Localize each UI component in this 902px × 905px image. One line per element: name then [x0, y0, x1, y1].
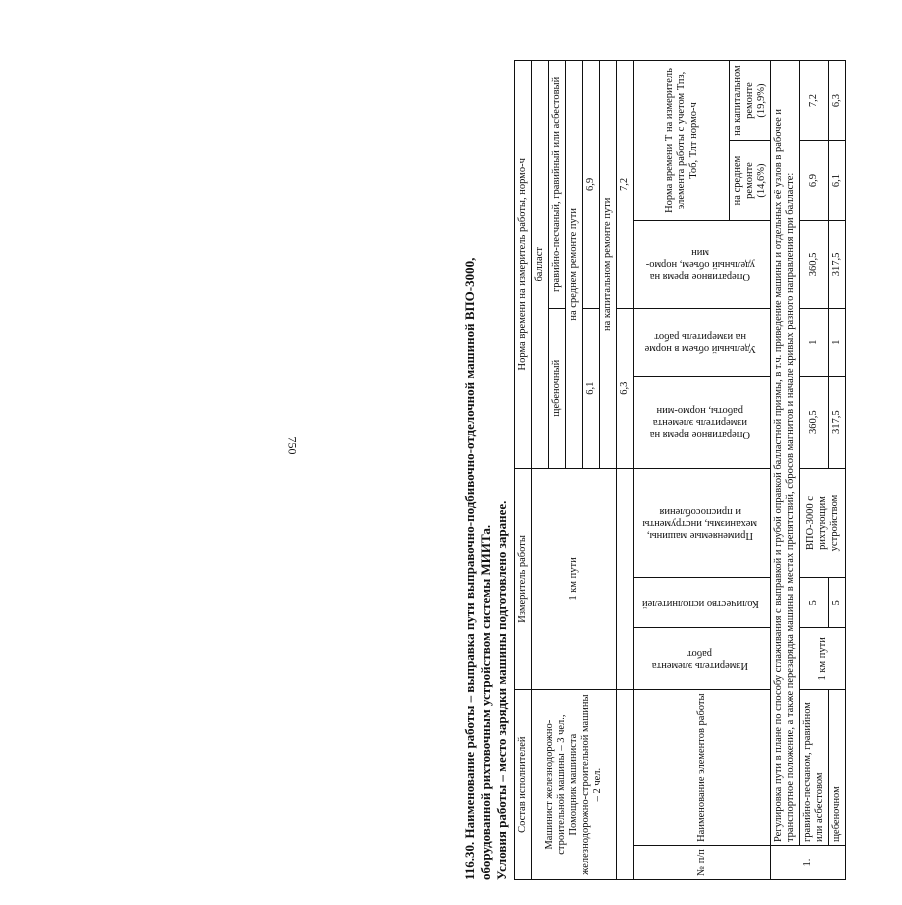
heading-line-2: оборудованной рихтовочным устройством системы МИИТа. — [478, 524, 493, 880]
col-norm-kap: на капитальном ремонте (19,9%) — [730, 61, 771, 141]
row1-sub2-qty: 5 — [829, 578, 846, 628]
crew-cell — [532, 690, 617, 880]
col-num: № п/п — [634, 846, 771, 880]
crew-row-1: Машинист железнодорожно-строительной машины – 3 чел., — [544, 714, 567, 855]
row1-sub2-vol: 1 — [829, 308, 846, 376]
document-heading — [462, 60, 510, 880]
heading-line-1: 116.30. Наименование работы – выправка пути выправочно-подбивочно-отделочной машиной ВПО-3000, — [462, 257, 477, 880]
col-norm-t: Норма времени Т на измеритель элемента работы с учетом Тпз, Тоб, Тлт нормо-ч — [634, 61, 730, 221]
crew-header: Состав исполнителей — [515, 690, 532, 880]
sred-gravel: 6,1 — [583, 308, 600, 468]
col-op-time: Оперативное время на измеритель элемента работы, нормо-мин — [634, 376, 771, 468]
col-rel-volume: Удельный объем в норме на измеритель работ — [634, 308, 771, 376]
rotated-document — [462, 60, 902, 880]
sred-sand: 6,9 — [583, 61, 600, 309]
norm-header: Норма времени на измеритель работы, нормо-ч — [515, 61, 532, 469]
row1-sub1-name: гравийно-песчаном, гравийном или асбестовом — [800, 690, 829, 846]
row1-sub2-op: 317,5 — [829, 376, 846, 468]
kap-sand: 7,2 — [617, 61, 634, 309]
row1-num: 1. — [771, 846, 846, 880]
row1-sub1-op-vol: 360,5 — [800, 220, 829, 308]
row1-sub1-sred: 6,9 — [800, 141, 829, 221]
col-qty: Количество исполнителей — [634, 578, 771, 628]
crew-row-2: Помощник машиниста железнодорожно-строительной машины – 2 чел. — [568, 694, 603, 875]
row1-sub1-kap: 7,2 — [800, 61, 829, 141]
col-name: Наименование элементов работы — [634, 690, 771, 846]
heading-line-3: Условия работы – место зарядки машины подготовлено заранее. — [494, 500, 509, 880]
col-meter: Измеритель элемента работ — [634, 628, 771, 690]
row1-sub1-qty: 5 — [800, 578, 829, 628]
col-sand: гравийно-песчаный, гравийный или асбестовый — [549, 61, 566, 309]
page-number: 750 — [285, 436, 300, 455]
col-norm-sred: на среднем ремонте (14,6%) — [730, 141, 771, 221]
row1-description: Регулировка пути в плане по способу сглаживания с выправкой и грубой оправкой балластной призмы, в т.ч. приведение машины и отдельных её узлов в рабочее и транспортное положение, а также перезарядка машины в местах препятствий, сбросов магнитов и начале кривых разного направления при балласте: — [771, 61, 800, 846]
row1-sub2-name: щебеночном — [829, 690, 846, 846]
row1-sub1-vol: 1 — [800, 308, 829, 376]
col-machines: Применяемые машины, механизмы, инструменты и приспособления — [634, 468, 771, 578]
norm-table — [514, 60, 846, 880]
col-op-time-rel: Оперативное время на удельный объем, нормо-мин — [634, 220, 771, 308]
meter-header: Измеритель работы — [515, 468, 532, 690]
ballast-label: балласт — [532, 61, 549, 469]
sred-label: на среднем ремонте пути — [566, 61, 583, 469]
kap-label: на капитальном ремонте пути — [600, 61, 617, 469]
row1-meter: 1 км пути — [800, 628, 846, 690]
meter-value: 1 км пути — [532, 468, 617, 690]
row1-sub2-sred: 6,1 — [829, 141, 846, 221]
col-gravel: щебеночный — [549, 308, 566, 468]
kap-gravel: 6,3 — [617, 308, 634, 468]
row1-sub1-op: 360,5 — [800, 376, 829, 468]
row1-sub2-kap: 6,3 — [829, 61, 846, 141]
row1-machine: ВПО-3000 с рихтующим устройством — [800, 468, 846, 578]
row1-sub2-op-vol: 317,5 — [829, 220, 846, 308]
